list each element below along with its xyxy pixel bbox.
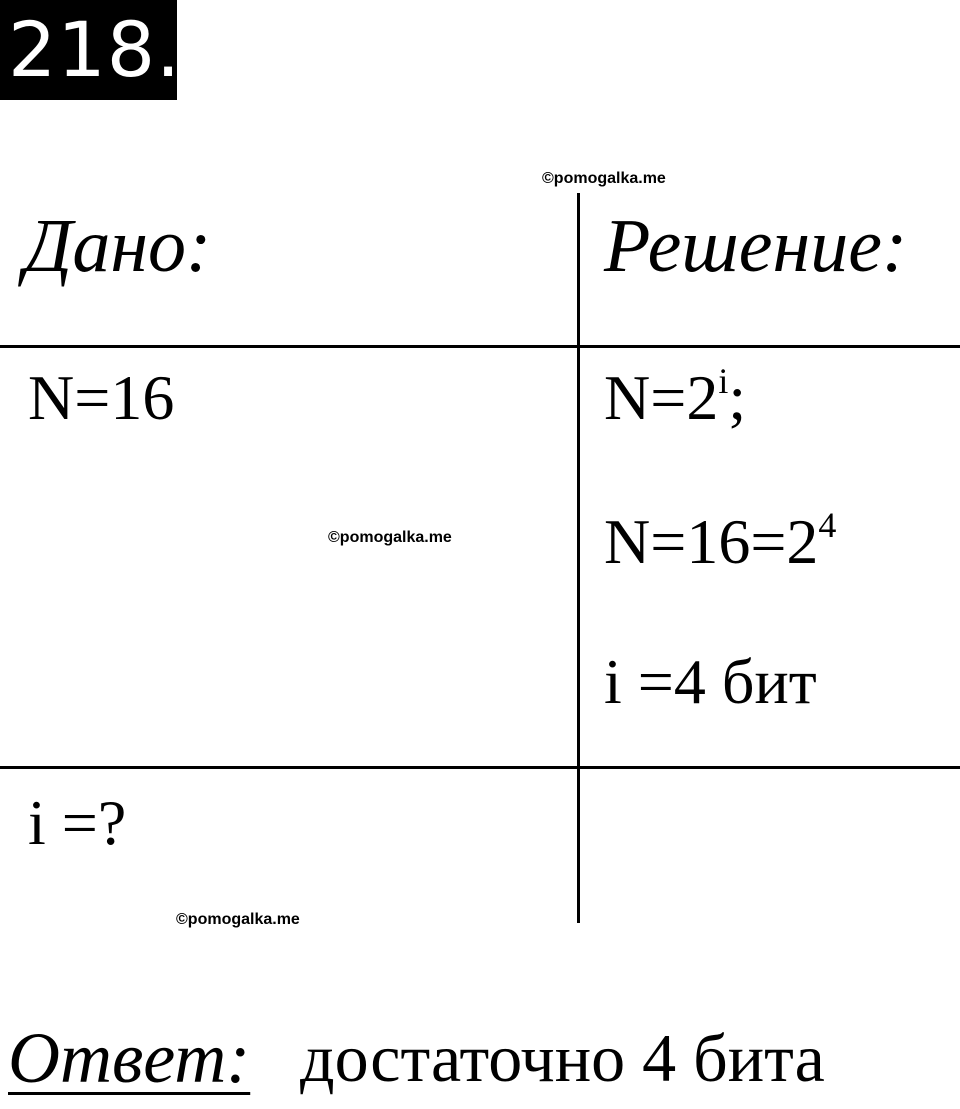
table-header-divider bbox=[0, 345, 960, 348]
watermark-top: ©pomogalka.me bbox=[542, 170, 666, 187]
solution-line-1-base: N=2 bbox=[604, 362, 719, 433]
answer-text: достаточно 4 бита bbox=[300, 1020, 825, 1096]
watermark-bottom: ©pomogalka.me bbox=[176, 911, 300, 928]
table-vertical-divider bbox=[577, 193, 580, 923]
solution-line-3: i =4 бит bbox=[604, 646, 817, 717]
solution-line-1-exponent: i bbox=[718, 361, 729, 401]
watermark-middle: ©pomogalka.me bbox=[328, 529, 452, 546]
solution-line-1 bbox=[604, 363, 746, 442]
unknown-value: i =? bbox=[28, 787, 127, 858]
solution-line-1-suffix: ; bbox=[728, 362, 747, 433]
table-unknown-divider bbox=[0, 766, 960, 769]
solution-header: Решение: bbox=[604, 204, 908, 288]
answer-label: Ответ: bbox=[8, 1018, 251, 1098]
solution-line-2-base: N=16=2 bbox=[604, 506, 819, 577]
given-value: N=16 bbox=[28, 362, 175, 433]
problem-number: 218. bbox=[0, 0, 177, 100]
solution-line-2 bbox=[604, 507, 836, 586]
given-header: Дано: bbox=[24, 204, 212, 288]
solution-line-2-exponent: 4 bbox=[818, 505, 837, 545]
